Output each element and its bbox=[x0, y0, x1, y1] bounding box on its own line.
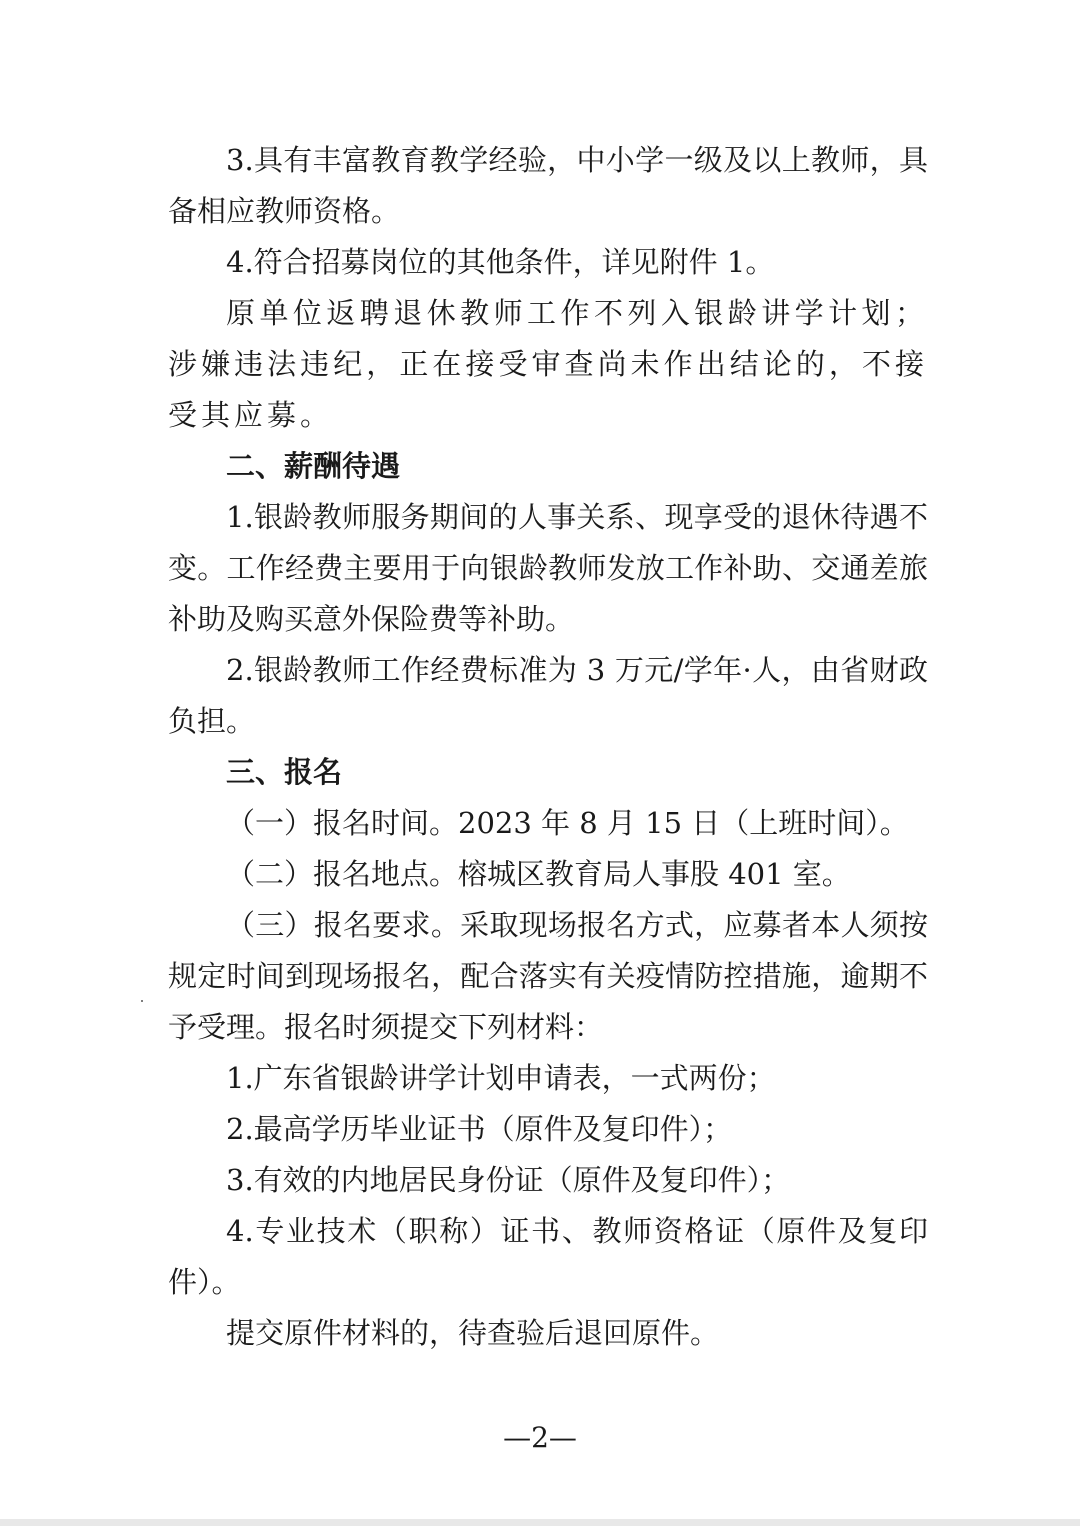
paragraph-salary-2: 2.银龄教师工作经费标准为 3 万元/学年·人，由省财政负担。 bbox=[168, 653, 928, 738]
paragraph-registration-time: （一）报名时间。2023 年 8 月 15 日（上班时间）。 bbox=[226, 806, 909, 840]
paragraph-requirement-3: 3.具有丰富教育教学经验，中小学一级及以上教师，具备相应教师资格。 bbox=[168, 143, 928, 228]
paragraph-exclusion-note: 原单位返聘退休教师工作不列入银龄讲学计划；涉嫌违法违纪，正在接受审查尚未作出结论的，不接受其应募。 bbox=[168, 296, 928, 432]
paragraph-material-4: 4.专业技术（职称）证书、教师资格证（原件及复印件）。 bbox=[168, 1214, 928, 1299]
paragraph-salary-1: 1.银龄教师服务期间的人事关系、现享受的退休待遇不变。工作经费主要用于向银龄教师发放工作补助、交通差旅补助及购买意外保险费等补助。 bbox=[168, 500, 928, 636]
paragraph-registration-location: （二）报名地点。榕城区教育局人事股 401 室。 bbox=[226, 857, 851, 891]
paragraph-material-3: 3.有效的内地居民身份证（原件及复印件）； bbox=[226, 1163, 791, 1197]
document-body bbox=[168, 135, 928, 1359]
paragraph-material-1: 1.广东省银龄讲学计划申请表，一式两份； bbox=[226, 1061, 776, 1095]
paragraph-requirement-4: 4.符合招募岗位的其他条件，详见附件 1。 bbox=[226, 245, 775, 279]
paragraph-registration-requirements: （三）报名要求。采取现场报名方式，应募者本人须按规定时间到现场报名，配合落实有关疫情防控措施，逾期不予受理。报名时须提交下列材料： bbox=[168, 908, 928, 1044]
paragraph-return-originals: 提交原件材料的，待查验后退回原件。 bbox=[226, 1316, 720, 1350]
scan-bottom-edge bbox=[0, 1519, 1080, 1526]
section-heading-registration: 三、报名 bbox=[226, 755, 343, 789]
scan-speck bbox=[141, 1000, 143, 1002]
page-number: —2— bbox=[503, 1421, 577, 1454]
paragraph-material-2: 2.最高学历毕业证书（原件及复印件）； bbox=[226, 1112, 733, 1146]
section-heading-salary: 二、薪酬待遇 bbox=[226, 449, 401, 483]
